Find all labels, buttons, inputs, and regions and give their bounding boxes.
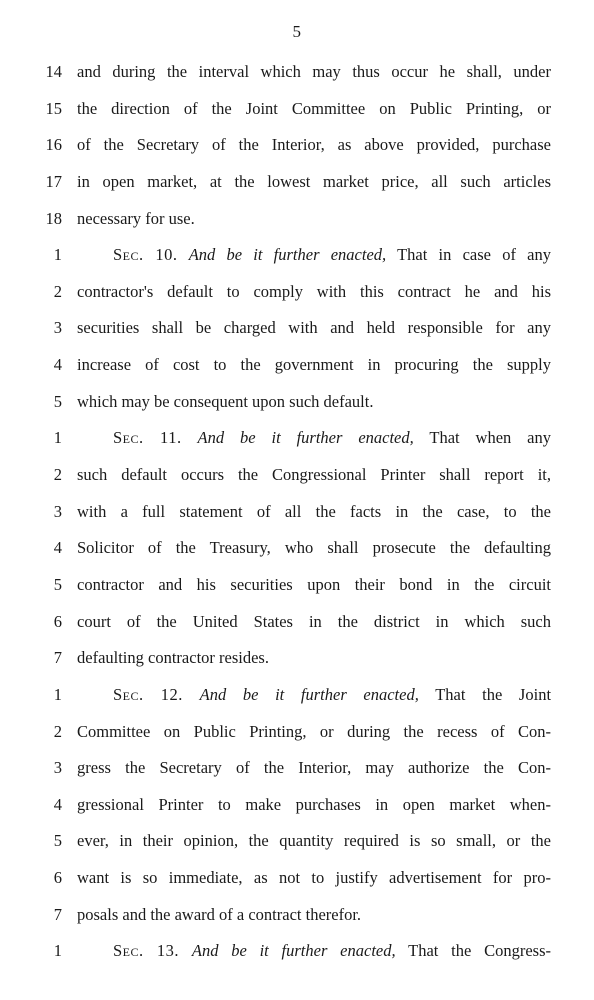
line-number: 2 — [53, 281, 62, 301]
line-text: ever, in their opinion, the quantity required is so small, or the — [77, 831, 551, 851]
enacting-clause: And be it further enacted, — [199, 684, 419, 704]
line-text — [113, 681, 551, 709]
line-number: 7 — [53, 648, 62, 668]
line-text: want is so immediate, as not to justify advertisement for pro- — [77, 868, 551, 888]
section-number: Sec. 10. — [113, 245, 178, 265]
line-number: 2 — [53, 721, 62, 741]
line-text: gressional Printer to make purchases in open market when- — [77, 794, 551, 814]
line-number: 3 — [53, 318, 62, 338]
text-line — [0, 351, 594, 388]
text-line — [0, 644, 594, 681]
text-line — [0, 168, 594, 205]
line-number: 4 — [53, 355, 62, 375]
line-text: Committee on Public Printing, or during the recess of Con- — [77, 721, 551, 741]
document-body — [0, 58, 594, 974]
line-text: gress the Secretary of the Interior, may authorize the Con- — [77, 758, 551, 778]
text-line — [0, 791, 594, 828]
text-line — [0, 534, 594, 571]
text-line — [0, 205, 594, 242]
section-heading-line — [0, 241, 594, 278]
text-line — [0, 718, 594, 755]
line-text: the direction of the Joint Committee on Public Printing, or — [77, 98, 551, 118]
line-text: Solicitor of the Treasury, who shall prosecute the defaulting — [77, 538, 551, 558]
section-heading-line — [0, 937, 594, 974]
line-text: court of the United States in the district in which such — [77, 611, 551, 631]
section-number: Sec. 13. — [113, 941, 180, 961]
line-text — [113, 937, 551, 965]
text-line — [0, 131, 594, 168]
section-number: Sec. 12. — [113, 684, 183, 704]
section-heading-line — [0, 681, 594, 718]
enacting-clause: And be it further enacted, — [191, 941, 396, 961]
line-text: with a full statement of all the facts in the case, to the — [77, 501, 551, 521]
text-line — [0, 901, 594, 938]
line-number: 5 — [53, 391, 62, 411]
page-number: 5 — [292, 22, 302, 41]
line-text: in open market, at the lowest market price, all such articles — [77, 171, 551, 191]
line-number: 1 — [53, 684, 62, 704]
text-line — [0, 388, 594, 425]
section-text: That the Joint — [435, 684, 552, 704]
line-text: of the Secretary of the Interior, as above provided, purchase — [77, 135, 551, 155]
text-line — [0, 278, 594, 315]
line-number: 16 — [45, 135, 62, 155]
text-line — [0, 754, 594, 791]
text-line — [0, 864, 594, 901]
section-text: That in case of any — [397, 245, 551, 265]
line-text — [113, 424, 551, 452]
section-number: Sec. 11. — [113, 428, 182, 448]
line-number: 7 — [53, 904, 62, 924]
line-number: 17 — [45, 171, 62, 191]
line-number: 5 — [53, 574, 62, 594]
section-text: That the Congress- — [408, 941, 552, 961]
text-line — [0, 608, 594, 645]
line-number: 4 — [53, 794, 62, 814]
line-text: which may be consequent upon such default. — [77, 391, 374, 411]
enacting-clause: And be it further enacted, — [188, 245, 387, 265]
line-number: 6 — [53, 611, 62, 631]
text-line — [0, 498, 594, 535]
line-text: such default occurs the Congressional Printer shall report it, — [77, 465, 551, 485]
line-number: 4 — [53, 538, 62, 558]
line-number: 18 — [45, 208, 62, 228]
line-number: 14 — [45, 62, 62, 81]
text-line — [0, 571, 594, 608]
line-text: securities shall be charged with and held responsible for any — [77, 318, 551, 338]
line-text: increase of cost to the government in procuring the supply — [77, 355, 551, 375]
line-number: 15 — [45, 98, 62, 118]
line-text: posals and the award of a contract therefor. — [77, 904, 362, 924]
line-number: 1 — [53, 941, 62, 961]
line-text: defaulting contractor resides. — [77, 648, 269, 668]
line-number: 2 — [53, 465, 62, 485]
text-line — [0, 95, 594, 132]
enacting-clause: And be it further enacted, — [197, 428, 414, 448]
line-number: 6 — [53, 868, 62, 888]
text-line — [0, 461, 594, 498]
text-line — [0, 827, 594, 864]
line-text: necessary for use. — [77, 208, 195, 228]
text-line — [0, 58, 594, 95]
line-number: 1 — [53, 428, 62, 448]
line-text — [113, 241, 551, 269]
line-number: 3 — [53, 501, 62, 521]
section-heading-line — [0, 424, 594, 461]
line-text: contractor's default to comply with this contract he and his — [77, 281, 551, 301]
line-number: 1 — [53, 245, 62, 265]
line-text: and during the interval which may thus occur he shall, under — [77, 62, 551, 81]
line-number: 5 — [53, 831, 62, 851]
text-line — [0, 314, 594, 351]
line-text: contractor and his securities upon their bond in the circuit — [77, 574, 551, 594]
section-text: That when any — [429, 428, 552, 448]
line-number: 3 — [53, 758, 62, 778]
